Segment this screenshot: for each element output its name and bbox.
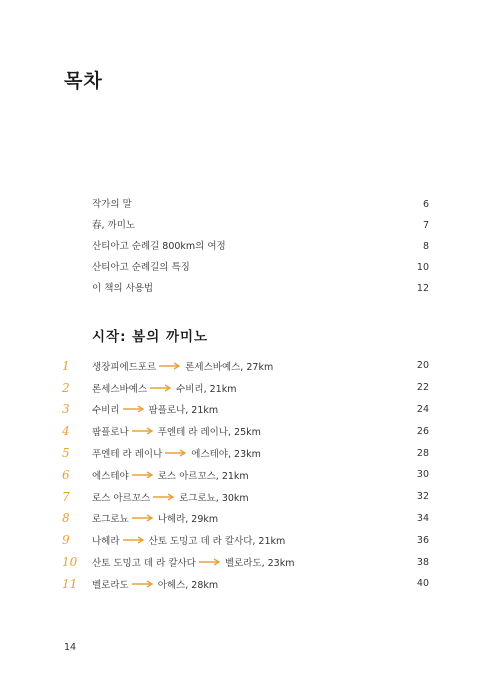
route-to: 팜플로나, 21km xyxy=(148,405,219,417)
route-to: 수비리, 21km xyxy=(176,383,237,395)
day-item[interactable] xyxy=(62,573,429,595)
route-to: 로스 아르꼬스, 21km xyxy=(157,470,249,482)
route-to: 산토 도밍고 데 라 칼사다, 21km xyxy=(148,536,286,548)
day-item[interactable] xyxy=(62,442,429,464)
day-item[interactable] xyxy=(62,355,429,377)
day-number: 9 xyxy=(62,533,70,548)
intro-item-page: 7 xyxy=(422,220,429,231)
route-from: 에스테야 xyxy=(92,470,129,482)
day-number: 8 xyxy=(62,511,70,526)
day-number: 7 xyxy=(62,489,70,504)
route-from: 수비리 xyxy=(92,405,120,417)
arrow-right-icon xyxy=(132,580,154,588)
day-item[interactable] xyxy=(62,486,429,508)
route-from: 나헤라 xyxy=(92,536,120,548)
day-list xyxy=(62,355,429,595)
intro-item-page: 8 xyxy=(422,241,429,252)
intro-item-label: 이 책의 사용법 xyxy=(92,283,154,294)
day-page: 24 xyxy=(416,403,429,415)
day-page: 22 xyxy=(416,382,429,394)
day-item[interactable] xyxy=(62,464,429,486)
route-from: 산토 도밍고 데 라 칼사다 xyxy=(92,558,196,570)
day-route xyxy=(92,490,409,504)
intro-item[interactable] xyxy=(92,217,429,238)
route-from: 벨로라도 xyxy=(92,579,129,591)
day-page: 32 xyxy=(416,491,429,503)
day-page: 26 xyxy=(416,425,429,437)
arrow-right-icon xyxy=(159,362,181,370)
arrow-right-icon xyxy=(199,558,221,566)
route-from: 생장피에드포르 xyxy=(92,361,157,373)
day-number: 10 xyxy=(62,555,78,570)
day-page: 40 xyxy=(416,578,429,590)
intro-item-label: 산티아고 순례길의 특징 xyxy=(92,262,190,273)
day-page: 28 xyxy=(416,447,429,459)
day-number: 2 xyxy=(62,380,70,395)
arrow-right-icon xyxy=(150,384,172,392)
day-route xyxy=(92,577,409,591)
day-page: 30 xyxy=(416,469,429,481)
route-to: 푸엔테 라 레이나, 25km xyxy=(157,427,261,439)
intro-item-label: 작가의 말 xyxy=(92,199,132,210)
arrow-right-icon xyxy=(132,514,154,522)
day-route xyxy=(92,446,409,460)
day-route xyxy=(92,555,409,569)
section-title: 시작: 봄의 까미노 xyxy=(92,329,209,345)
day-number: 6 xyxy=(62,467,70,482)
day-route xyxy=(92,533,409,547)
arrow-right-icon xyxy=(123,405,145,413)
route-to: 나헤라, 29km xyxy=(157,514,219,526)
day-page: 20 xyxy=(416,360,429,372)
day-number: 1 xyxy=(62,358,70,373)
route-from: 로스 아르꼬스 xyxy=(92,492,151,504)
day-route xyxy=(92,424,409,438)
day-number: 11 xyxy=(62,576,78,591)
day-route xyxy=(92,359,409,373)
day-item[interactable] xyxy=(62,377,429,399)
day-item[interactable] xyxy=(62,399,429,421)
day-item[interactable] xyxy=(62,551,429,573)
route-from: 푸엔테 라 레이나 xyxy=(92,449,163,461)
day-page: 34 xyxy=(416,512,429,524)
day-page: 38 xyxy=(416,556,429,568)
intro-item[interactable] xyxy=(92,238,429,259)
day-number: 4 xyxy=(62,424,70,439)
arrow-right-icon xyxy=(153,493,175,501)
route-from: 로그로뇨 xyxy=(92,514,129,526)
route-to: 에스테야, 23km xyxy=(191,449,261,461)
day-route xyxy=(92,381,409,395)
day-number: 3 xyxy=(62,402,70,417)
page-number: 14 xyxy=(64,642,77,653)
toc-title: 목차 xyxy=(64,70,103,92)
route-from: 론세스바예스 xyxy=(92,383,148,395)
intro-list xyxy=(92,196,429,301)
intro-item-page: 10 xyxy=(416,262,429,273)
arrow-right-icon xyxy=(132,427,154,435)
day-number: 5 xyxy=(62,446,70,461)
arrow-right-icon xyxy=(165,449,187,457)
intro-item[interactable] xyxy=(92,259,429,280)
route-to: 로그로뇨, 30km xyxy=(179,492,249,504)
intro-item-label: 春, 까미노 xyxy=(92,220,136,231)
intro-item-page: 12 xyxy=(416,283,429,294)
day-page: 36 xyxy=(416,534,429,546)
route-to: 아헤스, 28km xyxy=(157,579,219,591)
day-route xyxy=(92,511,409,525)
day-item[interactable] xyxy=(62,508,429,530)
route-to: 론세스바예스, 27km xyxy=(185,361,274,373)
day-route xyxy=(92,468,409,482)
route-to: 벨로라도, 23km xyxy=(224,558,295,570)
intro-item[interactable] xyxy=(92,280,429,301)
route-from: 팜플로나 xyxy=(92,427,129,439)
intro-item-label: 산티아고 순례길 800km의 여정 xyxy=(92,241,226,252)
intro-item-page: 6 xyxy=(422,199,429,210)
intro-item[interactable] xyxy=(92,196,429,217)
day-route xyxy=(92,402,409,416)
arrow-right-icon xyxy=(123,536,145,544)
day-item[interactable] xyxy=(62,420,429,442)
arrow-right-icon xyxy=(132,471,154,479)
day-item[interactable] xyxy=(62,529,429,551)
